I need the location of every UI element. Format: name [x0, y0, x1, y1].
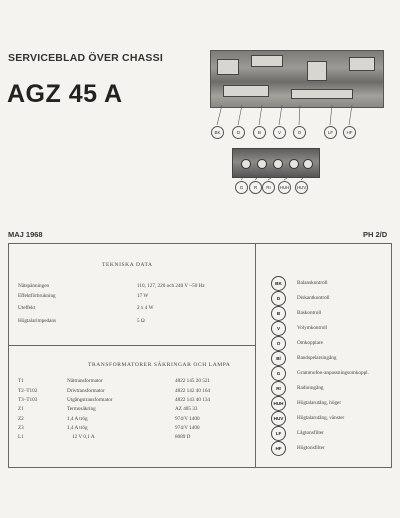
photo-label-b: B: [253, 126, 266, 139]
transformer-desc: 12 V 0,1 A: [72, 434, 95, 440]
legend-code-v: V: [271, 321, 286, 336]
legend-label: Grammofon-anpassningsomkoppl.: [297, 370, 369, 376]
legend-code-bi: Bl: [271, 351, 286, 366]
legend-label: Omkopplare: [297, 340, 323, 346]
legend-label: Högtalarutång, höger: [297, 400, 342, 406]
tech-label: Effektförbrukning: [18, 293, 56, 299]
connector-jack: [273, 159, 283, 169]
tech-label: Nätspänningen: [18, 283, 50, 289]
transformer-part: 4822 145 20 521: [175, 378, 211, 384]
tech-value: 2 x 4 W: [137, 305, 154, 311]
legend-code-lf: LF: [271, 426, 286, 441]
transformer-desc: 1,4 A trög: [67, 425, 88, 431]
legend-code-d: D: [271, 291, 286, 306]
legend-label: Baskontroll: [297, 310, 322, 316]
photo-label-lf: LF: [324, 126, 337, 139]
transformer-part: 4822 143 40 134: [175, 397, 211, 403]
tech-value: 17 W: [137, 293, 149, 299]
transformer-part: 8089 D: [175, 434, 191, 440]
legend-label: Lågtonsfilter: [297, 430, 324, 436]
legend-label: Diskantkontroll: [297, 295, 330, 301]
legend-label: Volymkontroll: [297, 325, 328, 331]
photo-component: [349, 57, 375, 71]
chassis-photo-main: [210, 50, 384, 108]
transformer-ref: Z2: [18, 416, 24, 422]
transformer-ref: Z1: [18, 406, 24, 412]
transformer-ref: Z3: [18, 425, 24, 431]
legend-code-ri: RI: [271, 381, 286, 396]
connector-jack: [303, 159, 313, 169]
photo-component: [251, 55, 283, 67]
legend-label: Högtalarutång, vänster: [297, 415, 345, 421]
legend-label: Balanskontroll: [297, 280, 328, 286]
photo-label-ri: RI: [262, 181, 275, 194]
transformer-ref: L1: [18, 434, 24, 440]
transformer-ref: T3–T103: [18, 397, 38, 403]
photo-label-v: V: [273, 126, 286, 139]
model-number: AGZ 45 A: [7, 80, 123, 108]
legend-label: Bandspelarsingång: [297, 355, 337, 361]
photo-label-hf: HF: [343, 126, 356, 139]
transformer-part: AZ 405 33: [175, 406, 198, 412]
legend-label: Högtonsfilter: [297, 445, 325, 451]
connector-jack: [241, 159, 251, 169]
legend-code-g: G: [271, 366, 286, 381]
legend-code-b: B: [271, 306, 286, 321]
photo-label-o: O: [293, 126, 306, 139]
tech-label: Högtalarimpedans: [18, 318, 57, 324]
page-code: PH 2/D: [363, 230, 388, 239]
transformer-ref: T2–T102: [18, 388, 38, 394]
transformer-part: 4822 142 40 164: [175, 388, 211, 394]
tech-value: 110, 127, 220 och 240 V ~50 Hz: [137, 283, 205, 289]
transformer-desc: Termosäkring: [67, 406, 96, 412]
photo-label-huh: HUH: [278, 181, 291, 194]
transformers-title: TRANSFORMATORER SÄKRINGAR OCH LAMPA: [88, 362, 231, 368]
section-divider: [8, 345, 256, 346]
legend-code-hf: HF: [271, 441, 286, 456]
legend-code-huv: HUV: [271, 411, 286, 426]
photo-label-g: G: [235, 181, 248, 194]
photo-label-huv: HUV: [295, 181, 308, 194]
document-heading: SERVICEBLAD ÖVER CHASSI: [8, 52, 163, 64]
legend-label: Radioingång: [297, 385, 324, 391]
legend-code-o: O: [271, 336, 286, 351]
tech-label: Uteffekt: [18, 305, 36, 311]
connector-jack: [257, 159, 267, 169]
transformer-desc: Utgångstransformator: [67, 397, 113, 403]
photo-component: [223, 85, 269, 97]
photo-component: [307, 61, 327, 81]
transformer-ref: T1: [18, 378, 24, 384]
photo-label-d: D: [232, 126, 245, 139]
photo-label-bk: BK: [211, 126, 224, 139]
transformer-part: 974/V 1400: [175, 416, 200, 422]
legend-code-bk: BK: [271, 276, 286, 291]
column-divider: [255, 243, 256, 467]
photo-component: [291, 89, 353, 99]
transformer-desc: Drivtransformator: [67, 388, 105, 394]
tech-value: 5 Ω: [137, 318, 145, 324]
chassis-photo-connectors: [232, 148, 320, 178]
transformer-desc: 1,4 A trög: [67, 416, 88, 422]
issue-date: MAJ 1968: [8, 230, 43, 239]
tech-data-title: TEKNISKA DATA: [102, 262, 153, 268]
transformer-part: 974/V 1400: [175, 425, 200, 431]
photo-component: [217, 59, 239, 75]
connector-jack: [289, 159, 299, 169]
legend-code-huh: HUH: [271, 396, 286, 411]
photo-label-r: R: [249, 181, 262, 194]
transformer-desc: Nättransformator: [67, 378, 103, 384]
